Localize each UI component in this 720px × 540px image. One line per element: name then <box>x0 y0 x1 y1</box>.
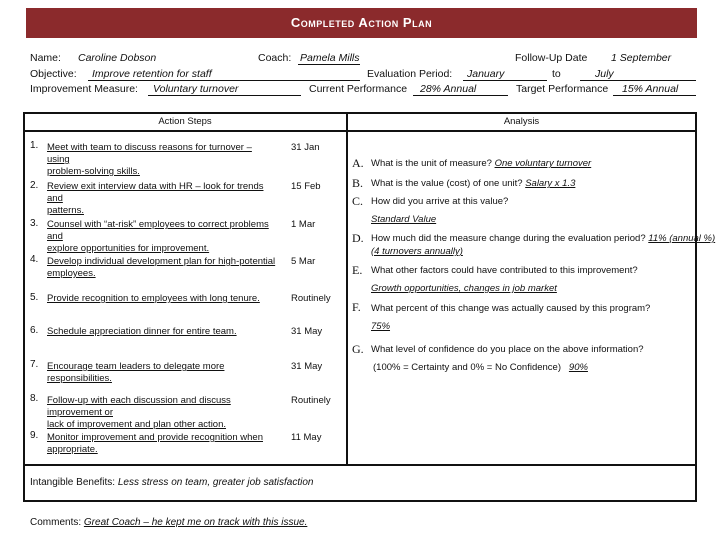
step-number: 7. <box>30 359 39 370</box>
step-number: 4. <box>30 254 39 265</box>
analysis-question-d: How much did the measure change during the evaluation period? 11% (annual %) <box>371 233 716 244</box>
step-date: 15 Feb <box>291 181 321 192</box>
step-text: Provide recognition to employees with long tenure. <box>47 293 260 304</box>
step-number: 1. <box>30 140 39 151</box>
analysis-header: Analysis <box>503 116 540 127</box>
action-steps-header: Action Steps <box>158 116 212 127</box>
analysis-question-b: What is the value (cost) of one unit? Salary x 1.3 <box>371 178 576 189</box>
analysis-question-c: How did you arrive at this value? <box>371 196 509 207</box>
question-letter: D. <box>352 231 364 245</box>
eval-from-value: January <box>467 68 505 80</box>
followup-label: Follow-Up Date <box>515 52 588 64</box>
analysis-answer-d2: (4 turnovers annually) <box>371 246 463 257</box>
step-text: Counsel with “at-risk” employees to correct problems and explore opportunities for improvement. <box>47 219 269 254</box>
step-number: 3. <box>30 218 39 229</box>
intangible-benefits: Intangible Benefits: Less stress on team, greater job satisfaction <box>30 477 314 488</box>
title-banner <box>26 8 697 38</box>
page-title: Completed Action Plan <box>290 15 433 30</box>
objective-value: Improve retention for staff <box>92 68 212 80</box>
eval-period-label: Evaluation Period: <box>367 68 453 80</box>
step-date: 31 Jan <box>291 142 320 153</box>
analysis-scale-g: (100% = Certainty and 0% = No Confidence) 90% <box>373 362 588 373</box>
target-value: 15% Annual <box>622 83 679 95</box>
analysis-question-g: What level of confidence do you place on the above information? <box>371 344 644 355</box>
step-text: Develop individual development plan for high-potential employees. <box>47 256 276 279</box>
analysis-question-f: What percent of this change was actually caused by this program? <box>371 303 651 314</box>
objective-underline <box>88 80 360 81</box>
eval-to-underline <box>580 80 696 81</box>
measure-value: Voluntary turnover <box>153 83 239 95</box>
name-value: Caroline Dobson <box>78 52 157 64</box>
eval-from-underline <box>463 80 547 81</box>
question-letter: G. <box>352 342 364 356</box>
followup-value: 1 September <box>611 52 672 64</box>
question-letter: E. <box>352 263 363 277</box>
question-letter: A. <box>352 156 364 170</box>
current-underline <box>413 95 508 96</box>
analysis-question-a: What is the unit of measure? One voluntary turnover <box>371 158 592 169</box>
step-number: 9. <box>30 430 39 441</box>
analysis-answer-f: 75% <box>371 321 391 332</box>
step-number: 8. <box>30 393 39 404</box>
analysis-answer-e: Growth opportunities, changes in job market <box>371 283 557 294</box>
analysis-question-e: What other factors could have contributed to this improvement? <box>371 265 638 276</box>
step-number: 6. <box>30 325 39 336</box>
step-date: 5 Mar <box>291 256 316 267</box>
step-date: Routinely <box>291 395 331 406</box>
step-text: Encourage team leaders to delegate more responsibilities. <box>47 361 225 384</box>
current-label: Current Performance <box>309 83 408 95</box>
name-label: Name: <box>30 52 61 64</box>
step-text: Schedule appreciation dinner for entire team. <box>47 326 237 337</box>
current-value: 28% Annual <box>420 83 477 95</box>
step-number: 5. <box>30 292 39 303</box>
header-divider <box>23 130 697 132</box>
eval-to-value: July <box>595 68 614 80</box>
step-date: Routinely <box>291 293 331 304</box>
question-letter: C. <box>352 194 364 208</box>
objective-label: Objective: <box>30 68 77 80</box>
coach-underline <box>298 64 360 65</box>
step-date: 31 May <box>291 326 323 337</box>
eval-to-label: to <box>552 68 561 80</box>
step-text: Follow-up with each discussion and discuss improvement or lack of improvement and plan other action. <box>47 395 231 430</box>
measure-label: Improvement Measure: <box>30 83 138 95</box>
step-text: Monitor improvement and provide recognition when appropriate. <box>47 432 263 455</box>
step-date: 31 May <box>291 361 323 372</box>
step-number: 2. <box>30 180 39 191</box>
coach-value: Pamela Mills <box>300 52 360 64</box>
column-divider <box>346 112 348 466</box>
target-label: Target Performance <box>516 83 609 95</box>
question-letter: B. <box>352 176 364 190</box>
step-text: Review exit interview data with HR – look for trends and patterns. <box>47 181 264 216</box>
step-date: 11 May <box>291 432 322 443</box>
analysis-answer-c: Standard Value <box>371 214 437 225</box>
step-text: Meet with team to discuss reasons for turnover – using problem-solving skills. <box>47 142 252 177</box>
question-letter: F. <box>352 300 361 314</box>
target-underline <box>613 95 696 96</box>
coach-label: Coach: <box>258 52 292 64</box>
measure-underline <box>148 95 301 96</box>
comments: Comments: Great Coach – he kept me on track with this issue. <box>30 517 308 528</box>
step-date: 1 Mar <box>291 219 316 230</box>
